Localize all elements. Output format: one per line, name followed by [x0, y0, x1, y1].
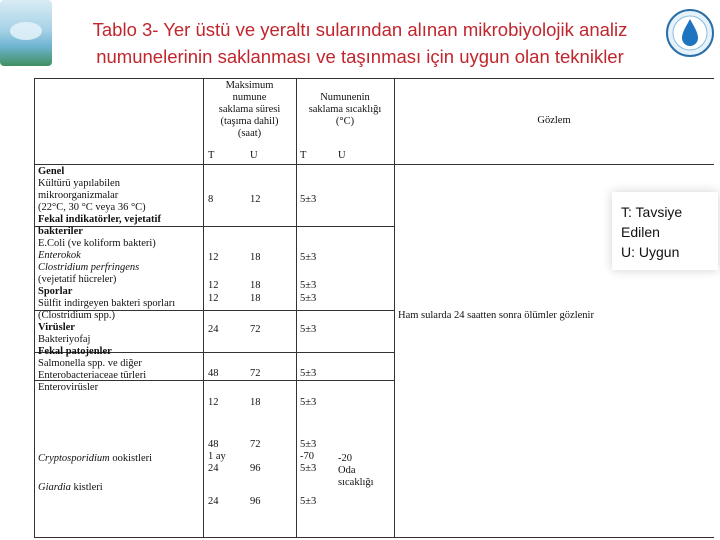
category-label: Genel	[38, 166, 65, 177]
value-u: 72	[250, 324, 261, 335]
value-u: 72	[250, 368, 261, 379]
value-t: 1 ay	[208, 451, 226, 462]
value-u: 72	[250, 439, 261, 450]
table-divider	[394, 78, 395, 538]
value-temp: 5±3	[300, 368, 317, 379]
value-temp-group	[300, 439, 316, 475]
value-temp: 5±3	[300, 463, 317, 474]
label-rest: kistleri	[70, 482, 103, 493]
value-u: 18	[250, 397, 261, 408]
value-u: 96	[250, 463, 261, 474]
value-temp: 5±3	[300, 194, 317, 205]
value-u: 18	[250, 293, 261, 304]
header-text: (°C)	[335, 116, 355, 127]
header-text: saklama sıcaklığı	[308, 104, 382, 115]
row-label: Salmonella spp. ve diğer	[38, 358, 142, 369]
row-label: Kültürü yapılabilen	[38, 178, 120, 189]
row-label: E.Coli (ve koliform bakteri)	[38, 238, 156, 249]
legend-line: Edilen	[621, 224, 660, 240]
title-line-1: Tablo 3- Yer üstü ve yeraltı sularından alınan mikrobiyolojik analiz	[92, 19, 628, 40]
table-divider	[296, 78, 297, 538]
value-u: 12	[250, 194, 261, 205]
value-temp: 5±3	[300, 496, 317, 507]
value-t: 24	[208, 463, 219, 474]
value-u-group	[250, 439, 261, 475]
max-duration-header	[203, 80, 296, 140]
value-u: 96	[250, 496, 261, 507]
value-t: 48	[208, 439, 219, 450]
header-text: saklama süresi	[218, 104, 281, 115]
value-t: 48	[208, 368, 219, 379]
giardia-label	[38, 482, 103, 494]
row-label: Enterovirüsler	[38, 382, 99, 393]
row-labels	[38, 166, 203, 394]
ministry-logo	[0, 0, 52, 66]
value-temp: 5±3	[300, 439, 317, 450]
logo-cloud-shape	[10, 22, 42, 40]
value-temp-u: sıcaklığı	[338, 477, 374, 488]
row-label: (Clostridium spp.)	[38, 310, 116, 321]
legend-callout	[612, 192, 718, 270]
row-label: Clostridium perfringens	[38, 262, 140, 273]
row-label: Enterobacteriaceae türleri	[38, 370, 147, 381]
row-label: Bakteriyofaj	[38, 334, 91, 345]
sub-header-u: U	[338, 150, 346, 161]
category-label: Fekal patojenler	[38, 346, 112, 357]
value-temp: 5±3	[300, 397, 317, 408]
water-drop-logo	[665, 8, 715, 58]
category-label: Fekal indikatörler, vejetatif	[38, 214, 161, 225]
category-label: Virüsler	[38, 322, 75, 333]
header-text: (saat)	[237, 128, 262, 139]
header-text: (taşıma dahil)	[220, 116, 279, 127]
slide-title	[60, 16, 660, 70]
value-u: 18	[250, 280, 261, 291]
value-u	[250, 451, 261, 463]
value-t: 8	[208, 194, 214, 205]
value-temp-u-group	[338, 453, 374, 489]
temperature-header	[296, 92, 394, 128]
sub-header-u: U	[250, 150, 258, 161]
value-t: 12	[208, 252, 219, 263]
row-label: Sülfit indirgeyen bakteri sporları	[38, 298, 176, 309]
value-temp-u: Oda	[338, 465, 356, 476]
legend-line: U: Uygun	[621, 244, 680, 260]
value-temp: -70	[300, 451, 314, 462]
value-temp: 5±3	[300, 280, 317, 291]
row-label: Enterokok	[38, 250, 81, 261]
table-divider	[203, 78, 204, 538]
value-t-group	[208, 439, 226, 475]
label-italic: Cryptosporidium	[38, 453, 110, 464]
value-temp: 5±3	[300, 252, 317, 263]
value-temp: 5±3	[300, 293, 317, 304]
category-label: bakteriler	[38, 226, 83, 237]
value-t: 24	[208, 496, 219, 507]
category-label: Sporlar	[38, 286, 73, 297]
value-t: 24	[208, 324, 219, 335]
cryptosporidium-label	[38, 453, 152, 465]
value-t: 12	[208, 280, 219, 291]
sub-header-t: T	[208, 150, 215, 161]
header-text: numune	[232, 92, 267, 103]
row-label: (22°C, 30 °C veya 36 °C)	[38, 202, 146, 213]
row-label: (vejetatif hücreler)	[38, 274, 117, 285]
observation-note: Ham sularda 24 saatten sonra ölümler gözlenir	[398, 310, 594, 321]
label-rest: ookistleri	[109, 453, 153, 464]
value-temp: 5±3	[300, 324, 317, 335]
value-temp-u: -20	[338, 453, 352, 464]
row-label: mikroorganizmalar	[38, 190, 119, 201]
table-divider	[34, 164, 714, 165]
value-t: 12	[208, 397, 219, 408]
label-italic: Giardia	[38, 482, 71, 493]
sub-header-t: T	[300, 150, 307, 161]
header-text: Numunenin	[320, 92, 370, 103]
observation-header: Gözlem	[537, 115, 571, 126]
legend-line: T: Tavsiye	[621, 204, 683, 220]
value-t: 12	[208, 293, 219, 304]
value-u: 18	[250, 252, 261, 263]
header-text: Maksimum	[225, 80, 274, 91]
title-line-2: numunelerinin saklanması ve taşınması için uygun olan teknikler	[96, 46, 624, 67]
